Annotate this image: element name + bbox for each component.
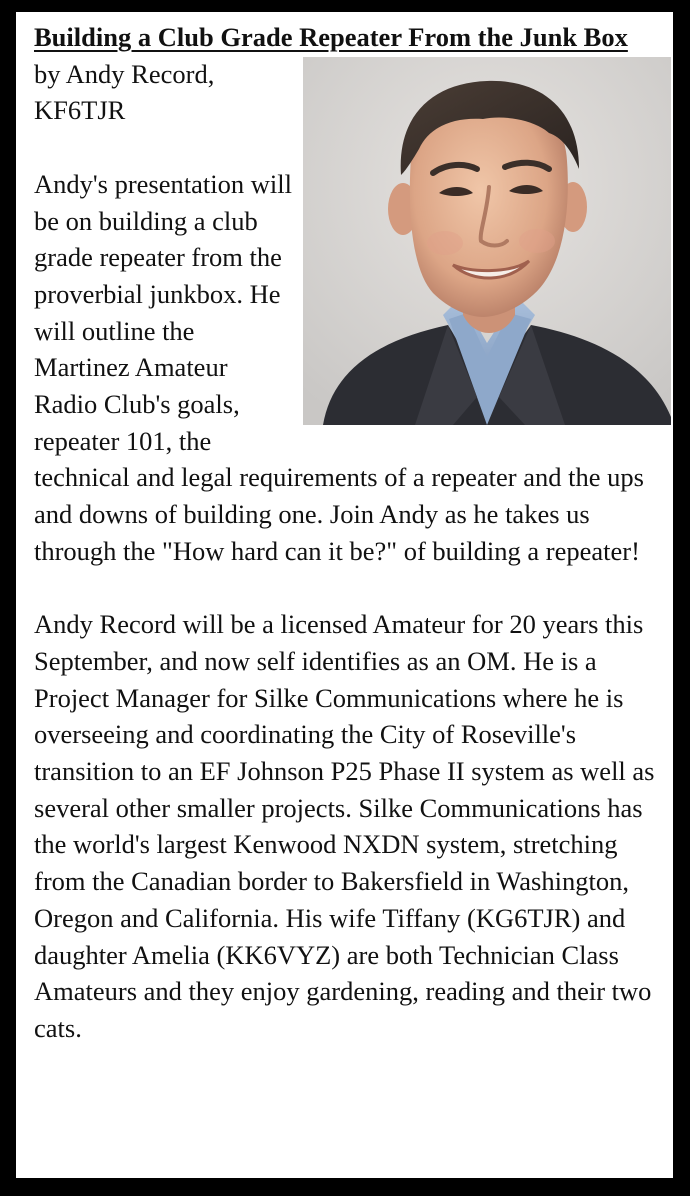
article-title: Building a Club Grade Repeater From the Junk Box <box>34 22 628 52</box>
newsletter-page <box>16 12 673 1178</box>
article-paragraph-2: Andy Record will be a licensed Amateur for 20 years this September, and now self identifies as an OM. He is a Project Manager for Silke Communications where he is overseeing and coordinating the City of Roseville's transition to an EF Johnson P25 Phase II system as well as several other smaller projects. Silke Communications has the world's largest Kenwood NXDN system, stretching from the Canadian border to Bakersfield in Washington, Oregon and California. His wife Tiffany (KG6TJR) and daughter Amelia (KK6VYZ) are both Technician Class Amateurs and they enjoy gardening, reading and their two cats. <box>34 609 655 1043</box>
speaker-photo <box>303 57 671 425</box>
paragraph-gap <box>34 570 668 607</box>
article-paragraph-1: Andy's presentation will be on building a club grade repeater from the proverbial junkbox. He will outline the Martinez Amateur Radio Club's goals, repeater 101, the technical and legal requirements of a repeater and the ups and downs of building one. Join Andy as he takes us through the "How hard can it be?" of building a repeater! <box>34 168 644 566</box>
article <box>34 19 668 1047</box>
article-byline: by Andy Record, KF6TJR <box>34 58 215 126</box>
